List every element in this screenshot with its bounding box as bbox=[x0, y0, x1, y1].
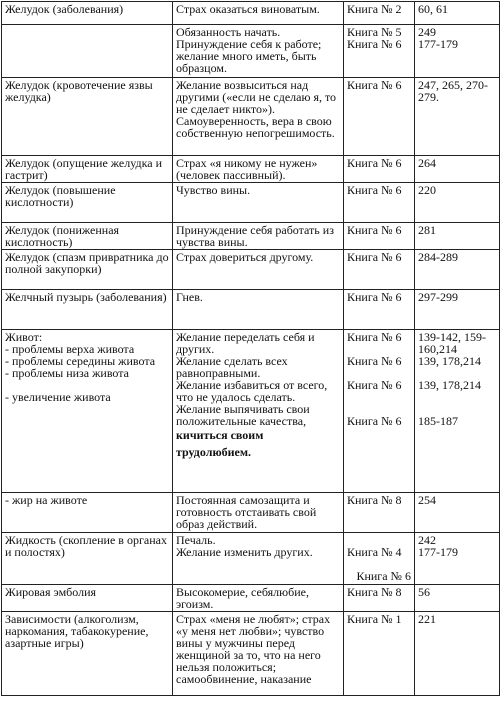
cause-cell bbox=[173, 612, 344, 696]
table-row bbox=[2, 2, 500, 25]
organ-text: - жир на животе bbox=[5, 493, 88, 507]
cause-cell bbox=[173, 2, 344, 25]
cause-text-bold: кичиться своим трудолюбием. bbox=[176, 428, 264, 459]
organ-cell bbox=[2, 585, 173, 612]
cause-text: Желание выпячивать свои положительные качества, bbox=[176, 402, 310, 428]
pages-cell bbox=[415, 493, 500, 533]
pages-cell bbox=[415, 290, 500, 330]
pages-cell bbox=[415, 330, 500, 493]
cause-text: Чувство вины. bbox=[176, 183, 251, 197]
page-ref: 56 bbox=[418, 585, 430, 599]
book-ref: Книга № 6 bbox=[347, 290, 402, 304]
cause-text: Страх довериться другому. bbox=[176, 250, 314, 264]
pages-cell bbox=[415, 585, 500, 612]
page-ref: 177-179 bbox=[418, 545, 458, 559]
book-cell bbox=[344, 585, 415, 612]
cause-cell bbox=[173, 493, 344, 533]
page-ref: 185-187 bbox=[418, 414, 458, 428]
page-ref: 221 bbox=[418, 612, 436, 626]
pages-cell bbox=[415, 612, 500, 696]
page-ref: 139, 178,214 bbox=[418, 354, 481, 368]
spacer bbox=[418, 391, 496, 403]
cause-text: Гнев. bbox=[176, 290, 203, 304]
book-ref: Книга № 6 bbox=[347, 330, 402, 344]
cause-text: Желание сделать всех равноправными. bbox=[176, 354, 288, 380]
cause-text: Принуждение себя к работе; желание много иметь, быть образцом. bbox=[176, 37, 322, 75]
book-ref: Книга № 6 bbox=[347, 156, 402, 170]
page-ref: 177-179 bbox=[418, 37, 458, 51]
table-row bbox=[2, 330, 500, 493]
table-row bbox=[2, 223, 500, 250]
book-ref: Книга № 6 bbox=[347, 78, 402, 92]
organ-text: - проблемы верха живота bbox=[5, 342, 135, 356]
cause-cell bbox=[173, 585, 344, 612]
page-ref: 281 bbox=[418, 223, 436, 237]
organ-cell bbox=[2, 223, 173, 250]
organ-text: - увеличение живота bbox=[5, 390, 111, 404]
table-row bbox=[2, 493, 500, 533]
organ-cell bbox=[2, 25, 173, 78]
book-ref: Книга № 6 bbox=[347, 223, 402, 237]
page-ref: 247, 265, 270-279. bbox=[418, 78, 488, 104]
organ-cell bbox=[2, 156, 173, 183]
book-cell bbox=[344, 78, 415, 156]
organ-text: Желудок (опущение желудка и гастрит) bbox=[5, 156, 162, 182]
organ-cell bbox=[2, 612, 173, 696]
book-ref: Книга № 2 bbox=[347, 2, 402, 16]
organ-cell bbox=[2, 2, 173, 25]
book-cell bbox=[344, 533, 415, 585]
organ-text: Желудок (повышение кислотности) bbox=[5, 183, 116, 209]
reference-table bbox=[1, 1, 500, 696]
organ-cell bbox=[2, 330, 173, 493]
organ-text: - проблемы середины живота bbox=[5, 354, 156, 368]
table-row bbox=[2, 612, 500, 696]
table-row bbox=[2, 290, 500, 330]
cause-cell bbox=[173, 156, 344, 183]
cause-cell bbox=[173, 183, 344, 223]
book-cell bbox=[344, 612, 415, 696]
book-ref: Книга № 6 bbox=[347, 354, 402, 368]
cause-text: Страх «меня не любят»; страх «у меня нет любви»; чувство вины у мужчины перед женщиной за то, что на него нельзя положиться; самообвинение, наказание bbox=[176, 612, 331, 686]
organ-cell bbox=[2, 533, 173, 585]
book-cell bbox=[344, 156, 415, 183]
pages-cell bbox=[415, 25, 500, 78]
organ-cell bbox=[2, 290, 173, 330]
organ-text: Жидкость (скопление в органах и полостях) bbox=[5, 533, 167, 559]
book-cell bbox=[344, 223, 415, 250]
table-row bbox=[2, 585, 500, 612]
page-ref: 249 bbox=[418, 25, 436, 39]
cause-text: Желание переделать себя и других. bbox=[176, 330, 315, 356]
organ-text: Жировая эмболия bbox=[5, 585, 97, 599]
page-ref: 139-142, 159-160,214 bbox=[418, 330, 486, 356]
organ-text: - проблемы низа живота bbox=[5, 366, 129, 380]
cause-cell bbox=[173, 533, 344, 585]
cause-cell bbox=[173, 250, 344, 290]
table-row bbox=[2, 250, 500, 290]
book-ref: Книга № 6 bbox=[347, 183, 402, 197]
page-ref: 264 bbox=[418, 156, 436, 170]
organ-cell bbox=[2, 78, 173, 156]
organ-text: Желчный пузырь (заболевания) bbox=[5, 290, 167, 304]
book-ref: Книга № 6 bbox=[356, 569, 411, 583]
pages-cell bbox=[415, 533, 500, 585]
book-cell bbox=[344, 250, 415, 290]
organ-text: Желудок (пониженная кислотность) bbox=[5, 223, 120, 249]
page-ref: 284-289 bbox=[418, 250, 458, 264]
page-ref: 220 bbox=[418, 183, 436, 197]
book-cell bbox=[344, 183, 415, 223]
cause-text: Печаль. bbox=[176, 533, 216, 547]
organ-text: Живот: bbox=[5, 330, 43, 344]
book-ref: Книга № 6 bbox=[347, 378, 402, 392]
book-cell bbox=[344, 330, 415, 493]
page-ref: 60, 61 bbox=[418, 2, 448, 16]
cause-text: Страх оказаться виноватым. bbox=[176, 2, 320, 16]
pages-cell bbox=[415, 223, 500, 250]
page-ref: 254 bbox=[418, 493, 436, 507]
organ-cell bbox=[2, 493, 173, 533]
book-ref: Книга № 8 bbox=[347, 585, 402, 599]
cause-cell bbox=[173, 25, 344, 78]
cause-text: Высокомерие, себялюбие, эгоизм. bbox=[176, 585, 309, 611]
page-ref: 297-299 bbox=[418, 290, 458, 304]
book-cell bbox=[344, 25, 415, 78]
cause-text: Постоянная самозащита и готовность отстаивать свой образ действий. bbox=[176, 493, 317, 531]
cause-text: Обязанность начать. bbox=[176, 25, 281, 39]
book-ref: Книга № 4 bbox=[347, 545, 402, 559]
cause-cell bbox=[173, 330, 344, 493]
organ-text: Желудок (заболевания) bbox=[5, 2, 124, 16]
table-row bbox=[2, 183, 500, 223]
table-row bbox=[2, 533, 500, 585]
cause-text: Желание изменить других. bbox=[176, 545, 313, 559]
organ-text: Зависимости (алкоголизм, наркомания, табакокурение, азартные игры) bbox=[5, 612, 149, 650]
table-row bbox=[2, 78, 500, 156]
book-ref: Книга № 1 bbox=[347, 612, 402, 626]
pages-cell bbox=[415, 183, 500, 223]
pages-cell bbox=[415, 156, 500, 183]
pages-cell bbox=[415, 2, 500, 25]
cause-cell bbox=[173, 223, 344, 250]
book-ref: Книга № 6 bbox=[347, 414, 402, 428]
book-cell bbox=[344, 290, 415, 330]
page-ref: 139, 178,214 bbox=[418, 378, 481, 392]
cause-text: Желание избавиться от всего, что не удалось сделать. bbox=[176, 378, 328, 404]
cause-text: Страх «я никому не нужен» (человек пассивный). bbox=[176, 156, 318, 182]
table-row bbox=[2, 156, 500, 183]
cause-cell bbox=[173, 78, 344, 156]
page-ref: 242 bbox=[418, 533, 436, 547]
organ-cell bbox=[2, 250, 173, 290]
organ-cell bbox=[2, 183, 173, 223]
pages-cell bbox=[415, 78, 500, 156]
cause-cell bbox=[173, 290, 344, 330]
book-cell bbox=[344, 2, 415, 25]
book-ref: Книга № 6 bbox=[347, 37, 402, 51]
book-ref: Книга № 5 bbox=[347, 25, 402, 39]
cause-text: Желание возвыситься над другими («если не сделаю я, то не сделает никто»). Самоуверенность, вера в свою собственную непогрешимость. bbox=[176, 78, 337, 140]
organ-text: Желудок (кровотечение язвы желудка) bbox=[5, 78, 153, 104]
pages-cell bbox=[415, 250, 500, 290]
table-row bbox=[2, 25, 500, 78]
book-ref: Книга № 6 bbox=[347, 250, 402, 264]
spacer bbox=[347, 391, 411, 403]
organ-text: Желудок (спазм привратника до полной закупорки) bbox=[5, 250, 169, 276]
book-ref: Книга № 8 bbox=[347, 493, 402, 507]
book-cell bbox=[344, 493, 415, 533]
cause-text: Принуждение себя работать из чувства вины. bbox=[176, 223, 334, 249]
